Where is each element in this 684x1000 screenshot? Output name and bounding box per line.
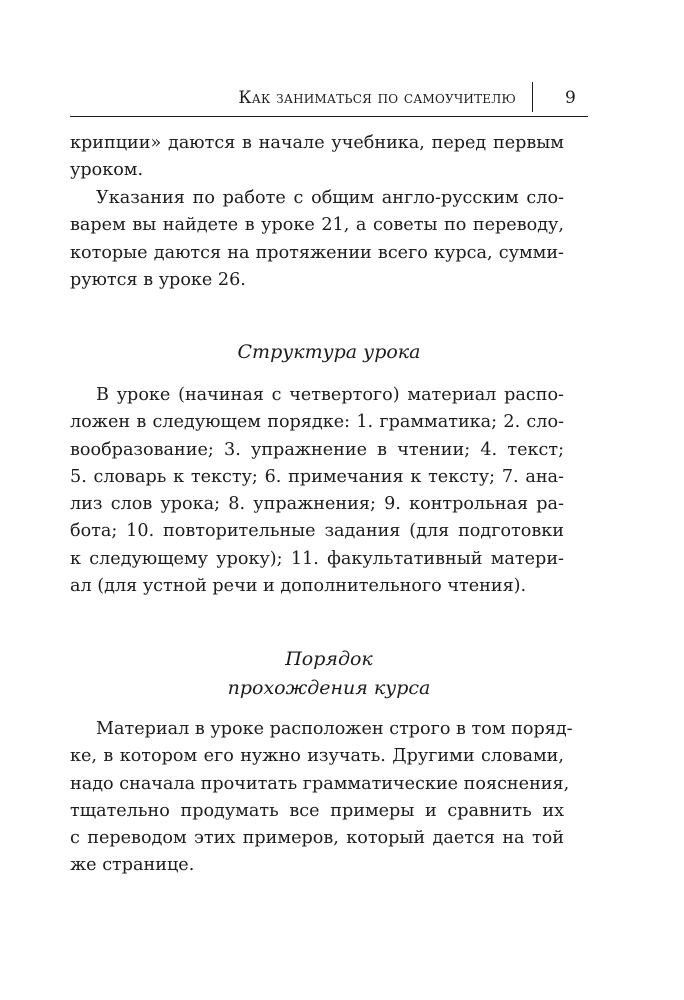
section-heading-course-order [70, 645, 588, 703]
text-line: ке, в котором его нужно изучать. Другими словами, [70, 746, 564, 767]
paragraph-continuation [70, 130, 564, 185]
header-separator [532, 82, 533, 112]
section-heading-lesson-structure [70, 338, 588, 367]
heading-line: Порядок [285, 648, 373, 670]
text-line: руются в уроке 26. [70, 269, 246, 290]
text-line: ложен в следующем порядке: 1. грамматика; 2. сло- [70, 412, 564, 433]
text-line: Указания по работе с общим англо-русским сло- [96, 188, 564, 208]
paragraph-lesson-structure [70, 382, 564, 600]
paragraph-course-order [70, 716, 573, 880]
text-line: которые даются на протяжении всего курса, сумми- [70, 242, 564, 263]
heading-line: прохождения курса [227, 677, 431, 699]
text-line: уроком. [70, 160, 144, 181]
text-line: 5. словарь к тексту; 6. примечания к тексту; 7. ана- [70, 466, 564, 487]
page-number: 9 [565, 88, 576, 108]
text-line: ал (для устной речи и дополнительного чтения). [70, 576, 527, 597]
text-line: же странице. [70, 855, 195, 876]
text-line: Материал в уроке расположен строго в том поряд- [96, 719, 573, 739]
paragraph-dictionary-instructions [70, 185, 564, 294]
text-line: с переводом этих примеров, который дается на той [70, 828, 564, 849]
text-line: тщательно продумать все примеры и сравнить их [70, 800, 564, 821]
text-line: варем вы найдете в уроке 21, а советы по переводу, [70, 215, 564, 236]
heading-text: Структура урока [237, 341, 421, 363]
text-line: к следующему уроку); 11. факультативный матери- [70, 548, 564, 569]
text-line: В уроке (начиная с четвертого) материал распо- [96, 385, 564, 405]
running-header-title: Как заниматься по самоучителю [238, 88, 516, 108]
text-line: лиз слов урока; 8. упражнения; 9. контрольная ра- [70, 494, 564, 515]
text-line: вообразование; 3. упражнение в чтении; 4. текст; [70, 439, 564, 460]
text-line: надо сначала прочитать грамматические пояснения, [70, 773, 570, 794]
text-line: бота; 10. повторительные задания (для подготовки [70, 521, 564, 542]
text-line: крипции» даются в начале учебника, перед первым [70, 133, 564, 153]
running-header [70, 84, 588, 117]
